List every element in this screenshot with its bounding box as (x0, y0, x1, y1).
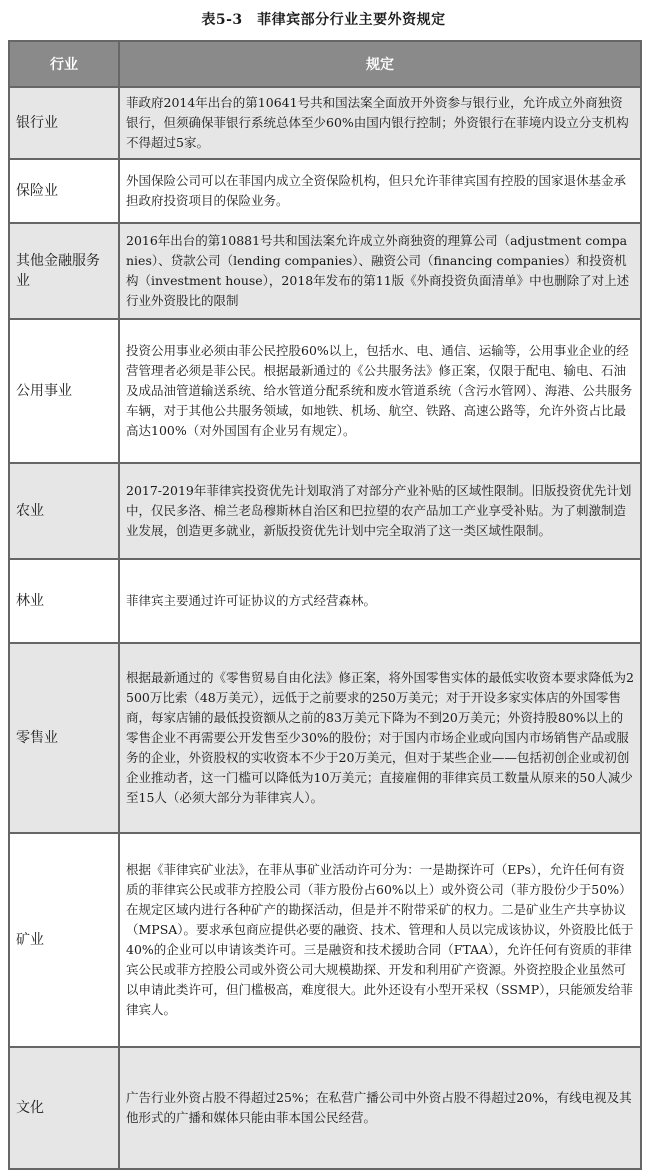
rule-cell: 广告行业外资占股不得超过25%；在私营广播公司中外资占股不得超过20%，有线电视及其他形式的广播和媒体只能由菲本国公民经营。 (119, 1047, 641, 1169)
table-row (9, 643, 641, 833)
industry-cell: 矿业 (9, 833, 119, 1047)
table-row (9, 833, 641, 1047)
rule-cell: 2016年出台的第10881号共和国法案允许成立外商独资的理算公司（adjustment companies）、贷款公司（lending companies）、融资公司（financing companies）和投资机构（investment house），2018年发布的第11版《外商投资负面清单》中也删除了对上述行业外资股比的限制 (119, 223, 641, 319)
industry-cell: 银行业 (9, 87, 119, 159)
industry-cell: 农业 (9, 463, 119, 559)
rule-cell: 菲政府2014年出台的第10641号共和国法案全面放开外资参与银行业，允许成立外商独资银行，但须确保菲银行系统总体至少60%由国内银行控制；外资银行在菲境内设立分支机构不得超过5家。 (119, 87, 641, 159)
industry-cell: 保险业 (9, 159, 119, 223)
table-row (9, 463, 641, 559)
rule-cell: 2017-2019年菲律宾投资优先计划取消了对部分产业补贴的区域性限制。旧版投资优先计划中，仅民多洛、棉兰老岛穆斯林自治区和巴拉望的农产品加工产业享受补贴。为了刺激制造业发展，创造更多就业，新版投资优先计划中完全取消了这一类区域性限制。 (119, 463, 641, 559)
rule-cell: 外国保险公司可以在菲国内成立全资保险机构，但只允许菲律宾国有控股的国家退休基金承担政府投资项目的保险业务。 (119, 159, 641, 223)
header-industry: 行业 (9, 41, 119, 87)
table-row (9, 559, 641, 643)
rule-cell: 菲律宾主要通过许可证协议的方式经营森林。 (119, 559, 641, 643)
industry-cell: 公用事业 (9, 319, 119, 463)
rule-cell: 根据《菲律宾矿业法》，在菲从事矿业活动许可分为：一是勘探许可（EPs），允许任何有资质的菲律宾公民或菲方控股公司（菲方股份占60%以上）或外资公司（菲方股份少于50%）在规定区域内进行各种矿产的勘探活动，但是并不附带采矿的权力。二是矿业生产共享协议（MPSA）。要求承包商应提供必要的融资、技术、管理和人员以完成该协议，外资股比低于40%的企业可以申请该类许可。三是融资和技术援助合同（FTAA），允许任何有资质的菲律宾公民或菲方控股公司或外资公司大规模勘探、开发和利用矿产资源。外资控股企业虽然可以申请此类许可，但门槛极高，难度很大。此外还设有小型开采权（SSMP），只能颁发给菲律宾人。 (119, 833, 641, 1047)
regulation-table (8, 40, 642, 1170)
table-row (9, 159, 641, 223)
rule-cell: 根据最新通过的《零售贸易自由化法》修正案，将外国零售实体的最低实收资本要求降低为2500万比索（48万美元），远低于之前要求的250万美元；对于开设多家实体店的外国零售商，每家店铺的最低投资额从之前的83万美元下降为不到20万美元；外资持股80%以上的零售企业不再需要公开发售至少30%的股份；对于国内市场企业或向国内市场销售产品或服务的企业，外资股权的实收资本不少于20万美元，但对于某些企业——包括初创企业或初创企业推动者，这一门槛可以降低为10万美元；直接雇佣的菲律宾员工数量从原来的50人减少至15人（必须大部分为菲律宾人）。 (119, 643, 641, 833)
table-row (9, 223, 641, 319)
industry-cell: 零售业 (9, 643, 119, 833)
table-row (9, 1047, 641, 1169)
table-row (9, 319, 641, 463)
rule-cell: 投资公用事业必须由菲公民控股60%以上，包括水、电、通信、运输等，公用事业企业的经营管理者必须是菲公民。根据最新通过的《公共服务法》修正案，仅限于配电、输电、石油及成品油管道输送系统、给水管道分配系统和废水管道系统（含污水管网）、海港、公共服务车辆，对于其他公共服务领域，如地铁、机场、航空、铁路、高速公路等，允许外资占比最高达100%（对外国国有企业另有规定）。 (119, 319, 641, 463)
table-header-row (9, 41, 641, 87)
industry-cell: 林业 (9, 559, 119, 643)
table-row (9, 87, 641, 159)
industry-cell: 其他金融服务业 (9, 223, 119, 319)
header-rule: 规定 (119, 41, 641, 87)
industry-cell: 文化 (9, 1047, 119, 1169)
table-title: 表5-3 菲律宾部分行业主要外资规定 (201, 12, 446, 28)
